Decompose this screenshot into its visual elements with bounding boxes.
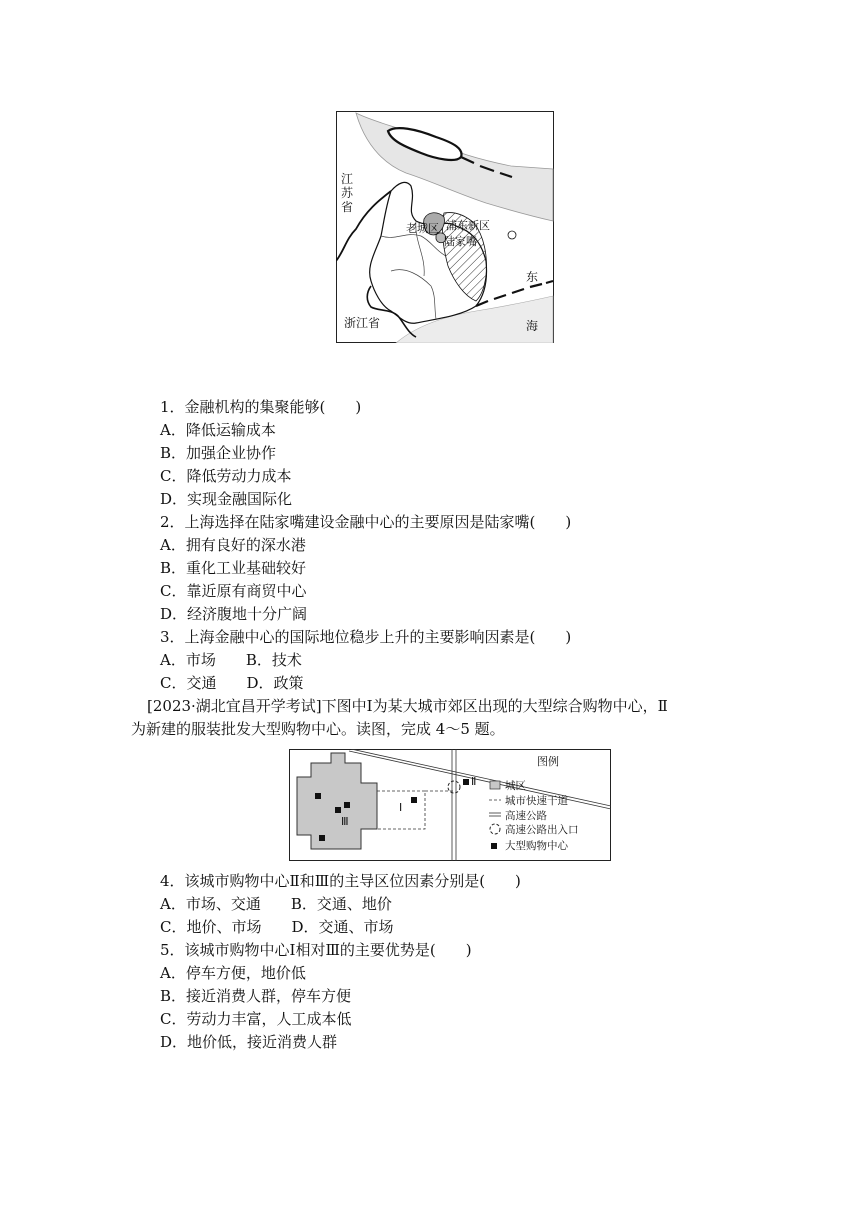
legend-shop: 大型购物中心 [505,840,568,852]
q3-options-row2: C．交通 D．政策 [160,674,304,692]
q5-stem: 5．该城市购物中心Ⅰ相对Ⅲ的主要优势是( ) [160,941,472,959]
shanghai-map [336,111,554,343]
label-lujiazui: 陆家嘴 [444,235,477,248]
q1-stem: 1．金融机构的集聚能够( ) [160,398,362,416]
shop-III-2 [335,807,341,813]
intro-line-2: 为新建的服装批发大型购物中心。读图，完成 4～5 题。 [131,720,505,738]
label-old-city: 老城区 [406,222,439,235]
q4-options-row2: C．地价、市场 D．交通、市场 [160,918,394,936]
legend-shop-swatch [491,843,497,849]
q1-option-d: D．实现金融国际化 [160,490,293,508]
q2-option-b: B．重化工业基础较好 [160,559,307,577]
shopping-center-map [289,749,611,861]
q1-option-c: C．降低劳动力成本 [160,467,292,485]
jiangsu-char-2: 苏 [341,186,354,200]
q5-option-a: A．停车方便，地价低 [160,964,306,982]
legend-city-swatch [490,781,500,789]
shop-I [411,797,417,803]
q4-stem: 4．该城市购物中心Ⅱ和Ⅲ的主导区位因素分别是( ) [160,872,521,890]
q5-option-c: C．劳动力丰富，人工成本低 [160,1010,352,1028]
shop-II [463,779,469,785]
q2-option-d: D．经济腹地十分广阔 [160,605,308,623]
shop-III-4 [319,835,325,841]
q1-option-b: B．加强企业协作 [160,444,277,462]
jiangsu-char-1: 江 [341,172,354,186]
label-II: Ⅱ [471,775,477,788]
legend-highway: 高速公路 [505,810,547,822]
legend-title: 图例 [537,755,559,768]
label-east: 东 [526,270,539,284]
label-pudong: 浦东新区 [446,219,490,232]
q5-option-b: B．接近消费人群，停车方便 [160,987,352,1005]
q3-options-row1: A．市场 B．技术 [160,651,302,669]
label-sea: 海 [526,319,539,333]
legend-city: 城区 [505,780,526,792]
label-I: Ⅰ [399,801,403,814]
q2-option-a: A．拥有良好的深水港 [160,536,306,554]
jiangsu-char-3: 省 [341,200,354,214]
legend-interchange: 高速公路出入口 [505,824,579,836]
q5-option-d: D．地价低，接近消费人群 [160,1033,338,1051]
q1-option-a: A．降低运输成本 [160,421,276,439]
q3-stem: 3．上海金融中心的国际地位稳步上升的主要影响因素是( ) [160,628,572,646]
shop-III-3 [344,802,350,808]
legend-expressway: 城市快速干道 [505,795,568,807]
label-III: Ⅲ [341,815,349,828]
intro-line-1: [2023·湖北宜昌开学考试]下图中Ⅰ为某大城市郊区出现的大型综合购物中心，Ⅱ [147,697,668,715]
q2-option-c: C．靠近原有商贸中心 [160,582,307,600]
q4-options-row1: A．市场、交通 B．交通、地价 [160,895,392,913]
q2-stem: 2．上海选择在陆家嘴建设金融中心的主要原因是陆家嘴( ) [160,513,572,531]
label-zhejiang: 浙江省 [344,316,381,330]
shop-III-1 [315,793,321,799]
